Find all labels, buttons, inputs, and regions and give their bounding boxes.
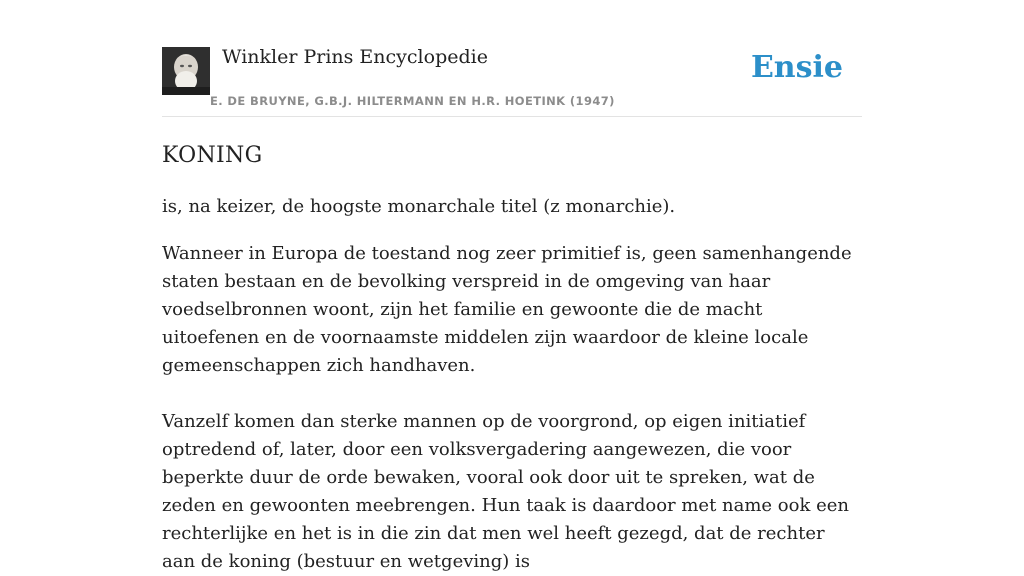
author-portrait-icon [162, 47, 210, 95]
ensie-logo-link[interactable]: Ensie [750, 50, 843, 85]
author-avatar [162, 47, 210, 95]
encyclopedia-title[interactable]: Winkler Prins Encyclopedie [222, 46, 488, 68]
article-page [162, 0, 862, 572]
article-paragraph: is, na keizer, de hoogste monarchale titel (z monarchie). [162, 196, 676, 217]
article-paragraph: Vanzelf komen dan sterke mannen op de voorgrond, op eigen initiatief optredend of, later, door een volksvergadering aangewezen, die voor beperkte duur de orde bewaken, vooral ook door uit te spreken, wat de zeden en gewoonten meebrengen. Hun taak is daardoor met name ook een rechterlijke en het is in die zin dat men wel heeft gezegd, dat de rechter aan de koning (bestuur en wetgeving) is [162, 411, 849, 572]
article-paragraph: Wanneer in Europa de toestand nog zeer primitief is, geen samenhangende staten bestaan en de bevolking verspreid in de omgeving van haar voedselbronnen woont, zijn het familie en gewoonte die de macht uitoefenen en de voornaamste middelen zijn waardoor de kleine locale gemeenschappen zich handhaven. [162, 243, 852, 376]
authors-credit: E. DE BRUYNE, G.B.J. HILTERMANN EN H.R. HOETINK (1947) [210, 94, 615, 108]
article-headword: KONING [162, 143, 263, 168]
article-header [162, 0, 862, 117]
